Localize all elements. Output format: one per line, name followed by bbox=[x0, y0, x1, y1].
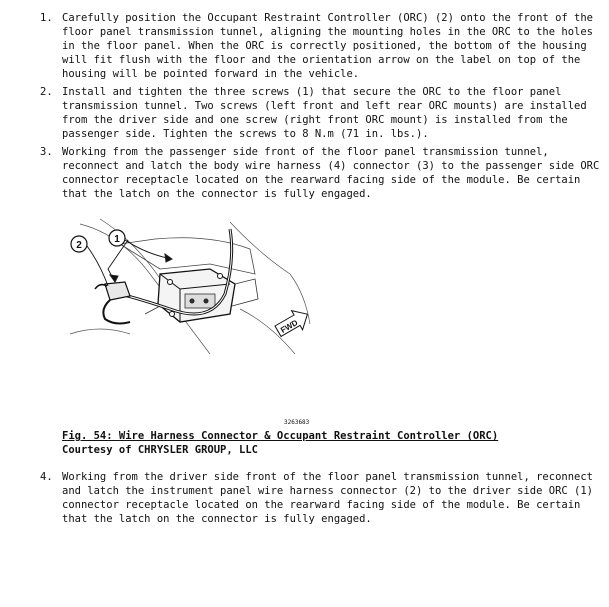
figure-id: 3263683 bbox=[284, 419, 310, 426]
callout-1-label: 1 bbox=[114, 234, 120, 245]
step-line: Carefully position the Occupant Restraint Controller (ORC) (2) onto the front of the bbox=[62, 12, 594, 24]
step-line: transmission tunnel. Two screws (left front and left rear ORC mounts) are installed bbox=[62, 100, 587, 112]
callout-2-label: 2 bbox=[76, 240, 82, 251]
step-line: Working from the passenger side front of the floor panel transmission tunnel, bbox=[62, 146, 549, 158]
step-line: in the floor panel. When the ORC is correctly positioned, the bottom of the housing bbox=[62, 40, 587, 52]
orc-illustration bbox=[60, 214, 320, 364]
figure-courtesy: Courtesy of CHRYSLER GROUP, LLC bbox=[62, 444, 258, 456]
step-line: housing will be pointed forward in the vehicle. bbox=[62, 68, 360, 80]
step-text bbox=[62, 11, 594, 81]
step-number: 2. bbox=[40, 86, 53, 98]
step-number: 1. bbox=[40, 12, 53, 24]
step-text bbox=[62, 145, 600, 201]
step-text bbox=[62, 470, 594, 526]
step-number: 3. bbox=[40, 146, 53, 158]
step-line: that the latch on the connector is fully engaged. bbox=[62, 188, 372, 200]
step-line: from the driver side and one screw (right front ORC mount) is installed from the bbox=[62, 114, 568, 126]
step-number: 4. bbox=[40, 471, 53, 483]
fwd-label: FWD bbox=[279, 317, 300, 335]
step-line: reconnect and latch the body wire harness (4) connector (3) to the passenger side ORC bbox=[62, 160, 600, 172]
step-line: floor panel transmission tunnel, aligning the mounting holes in the ORC to the holes bbox=[62, 26, 594, 38]
step-line: connector receptacle located on the rearward facing side of the module. Be certain bbox=[62, 174, 581, 186]
step-line: that the latch on the connector is fully engaged. bbox=[62, 513, 372, 525]
step-line: Install and tighten the three screws (1) that secure the ORC to the floor panel bbox=[62, 86, 562, 98]
step-line: Working from the driver side front of the floor panel transmission tunnel, reconnect bbox=[62, 471, 594, 483]
figure-caption: Fig. 54: Wire Harness Connector & Occupant Restraint Controller (ORC) bbox=[62, 430, 499, 442]
step-line: passenger side. Tighten the screws to 8 N.m (71 in. lbs.). bbox=[62, 128, 429, 140]
step-text bbox=[62, 85, 587, 141]
step-line: will fit flush with the floor and the orientation arrow on the label on top of the bbox=[62, 54, 581, 66]
step-line: connector receptacle located on the rearward facing side of the module. Be certain bbox=[62, 499, 581, 511]
step-line: and latch the instrument panel wire harness connector (2) to the driver side ORC (1) bbox=[62, 485, 594, 497]
